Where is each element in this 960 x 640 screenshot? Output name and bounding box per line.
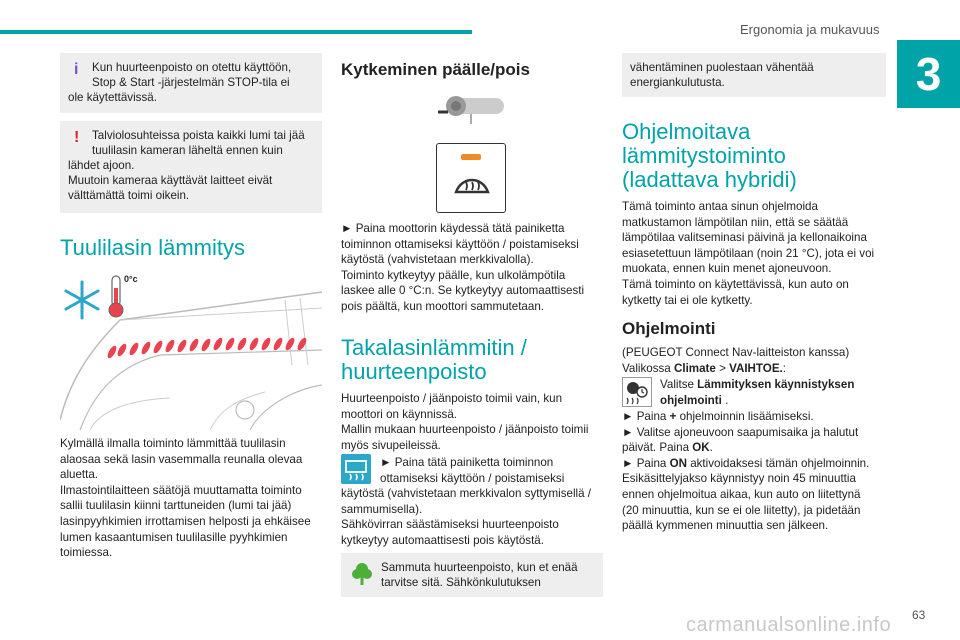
fan-clock-icon	[623, 378, 651, 406]
info-note	[60, 53, 322, 113]
paragraph-line: matkustamon lämpötilan niin, että se säätää	[622, 215, 849, 229]
paragraph-line: ► Paina tätä painiketta toiminnon	[380, 456, 554, 469]
paragraph-line: toiminnon ottamiseksi käyttöön / poistamiseksi	[341, 237, 579, 251]
paragraph-line: Toiminto kytkeytyy päälle, kun ulkolämpötila	[341, 268, 566, 282]
paragraph-line: Kylmällä ilmalla toiminto lämmittää tuulilasin	[60, 437, 286, 450]
paragraph-line: lumen kasaantumisen tuulilasille pyyhkimien	[60, 530, 288, 544]
windscreen-illustration	[60, 270, 322, 430]
rear-demist-text	[341, 391, 603, 453]
paragraph-line: Sähkövirran säästämiseksi huurteenpoisto	[341, 518, 559, 532]
windscreen-heat-icon	[452, 170, 492, 200]
heading-line: Ohjelmoitava	[622, 119, 751, 144]
paragraph-line: laskee alle 0 °C:n. Se kytkeytyy automaattisesti	[341, 284, 585, 298]
menu-path-line	[622, 361, 886, 377]
paragraph-line: myös sivupeileissä.	[341, 438, 441, 452]
text-run: ohjelmoinnin lisäämiseksi.	[676, 410, 814, 423]
rear-demist-text-cont	[341, 486, 603, 548]
paragraph-line: kytketty tai ei ole kytketty.	[622, 293, 753, 307]
paragraph-line: muokata, ennen kuin menet ajoneuvoon.	[622, 262, 832, 276]
warning-note-line: välttämättä toimi oikein.	[68, 189, 190, 202]
text-run: ► Paina	[622, 410, 670, 423]
paragraph-line: aluetta.	[60, 468, 99, 482]
heading-programmable-heating	[622, 120, 797, 192]
paragraph-line: sammumisella).	[341, 502, 423, 516]
eco-note-line: Sammuta huurteenpoisto, kun et enää	[381, 561, 578, 574]
rear-demist-instruction	[380, 455, 604, 486]
indicator-light	[461, 154, 481, 160]
text-run: :	[782, 361, 787, 375]
paragraph-line: (20 minuuttia, kun se ei ole liitetty), ja pidetään	[622, 503, 861, 517]
stalk-icon	[436, 94, 506, 128]
paragraph-line: alaosaa sekä lasin vasemmalla reunalla olevaa	[60, 452, 303, 466]
warning-icon: !	[74, 129, 80, 146]
warning-note-line: Talviolosuhteissa poista kaikki lumi tai jää	[92, 129, 305, 142]
text-run: ► Paina	[622, 456, 670, 470]
heading-line: lämmitystoiminto	[622, 143, 786, 168]
heading-line: huurteenpoisto	[341, 359, 487, 384]
paragraph-line: esiasetettuun lämpötilaan (noin 21 °C), jota ei voi	[622, 246, 875, 260]
paragraph-line: käytöstä (vahvistetaan merkkivalon syttymisellä /	[341, 487, 592, 500]
windscreen-heating-button[interactable]	[436, 143, 506, 213]
eco-note-continued	[622, 53, 886, 97]
paragraph-line: kytkeytyy automaattisesti pois käytöstä.	[341, 533, 544, 547]
paragraph-line	[660, 377, 886, 393]
temperature-label: 0°c	[124, 274, 138, 284]
step-line	[622, 456, 886, 472]
paragraph-line: moottori on käynnissä.	[341, 407, 457, 421]
rear-demist-button-icon	[341, 454, 371, 484]
heading-rear-demist	[341, 336, 527, 384]
warning-note-line: tuulilasin kameran läheltä ennen kuin	[92, 144, 283, 157]
step-line	[622, 440, 886, 456]
warning-note-line: Muutoin kameraa käyttävät laitteet eivät	[68, 174, 273, 187]
eco-note-line: tarvitse sitä. Sähkönkulutuksen	[381, 576, 541, 589]
header-accent-bar	[0, 30, 472, 34]
paragraph-line: Ilmastointilaitteen säätöjä muuttamatta toiminto	[60, 483, 302, 497]
paragraph-line: päällä kymmenen minuuttia sen jälkeen.	[622, 519, 829, 533]
programming-intro	[622, 345, 886, 376]
paragraph-line: käytöstä (vahvistetaan merkkivalolla).	[341, 253, 534, 267]
ok-key: OK	[692, 441, 710, 455]
text-run: Valikossa	[622, 361, 674, 375]
chapter-number: 3	[915, 48, 942, 100]
paragraph-line: ottamiseksi käyttöön / poistamiseksi	[380, 471, 565, 485]
info-note-line: Stop & Start -järjestelmän STOP-tila ei	[92, 76, 290, 89]
paragraph-line: Huurteenpoisto / jäänpoisto toimii vain, kun	[341, 392, 563, 405]
eco-tree-icon	[351, 561, 373, 587]
text-run: >	[715, 361, 730, 375]
heading-programming: Ohjelmointi	[622, 319, 716, 338]
paragraph-line: Esikäsittelyjakso käynnistyy noin 45 minuuttia	[622, 472, 856, 486]
paragraph-line: (PEUGEOT Connect Nav-laitteiston kanssa)	[622, 346, 850, 359]
paragraph-line: ► Paina moottorin käydessä tätä painiketta	[341, 222, 565, 235]
menu-climate: Climate	[673, 361, 716, 375]
info-icon: i	[74, 61, 79, 78]
on-key: ON	[669, 456, 687, 470]
step-line: ► Valitse ajoneuvoon saapumisaika ja halutut	[622, 425, 859, 439]
page-number: 63	[912, 608, 926, 622]
select-program-text	[660, 377, 886, 408]
step-line	[622, 409, 886, 425]
paragraph-line: lämpötilaa valitseminasi päivinä ja kellonaikoina	[622, 231, 867, 245]
eco-note	[341, 553, 603, 597]
paragraph-line: lasinpyyhkimien irrottamisen helposti ja ehkäisee	[60, 514, 311, 528]
menu-options: VAIHTOE.	[729, 361, 783, 375]
programmable-text	[622, 199, 886, 308]
heading-line: Takalasinlämmitin /	[341, 335, 527, 360]
eco-note-line: vähentäminen puolestaan vähentää	[630, 61, 814, 74]
text-run: päivät. Paina	[622, 441, 693, 455]
paragraph-line: ennen ohjelmoitua aikaa, kun auto on liitettynä	[622, 487, 861, 501]
programming-steps	[622, 409, 886, 534]
eco-note-line: energiankulutusta.	[630, 76, 725, 89]
snowflake-icon	[66, 282, 98, 318]
section-title: Ergonomia ja mukavuus	[740, 22, 880, 37]
rear-screen-heat-icon	[341, 454, 371, 484]
paragraph-line: sallii tuulilasin kiinni tarttuneiden (lumi tai jää)	[60, 499, 292, 513]
warning-note	[60, 121, 322, 213]
windscreen-drawing	[60, 270, 322, 430]
heating-program-icon	[622, 377, 652, 407]
windscreen-text	[60, 436, 322, 561]
chapter-badge	[897, 40, 960, 108]
option-heating-programming-cont: ohjelmointi	[660, 393, 722, 407]
heading-switch-on-off: Kytkeminen päälle/pois	[341, 60, 530, 79]
switch-text	[341, 221, 603, 315]
option-heating-programming: Lämmityksen käynnistyksen	[697, 378, 855, 391]
warning-note-line: lähdet ajoon.	[68, 159, 135, 172]
text-run: .	[709, 441, 713, 455]
text-run: Valitse	[660, 378, 698, 391]
paragraph-line: pois päältä, kun moottori sammutetaan.	[341, 299, 544, 313]
paragraph-line	[660, 393, 886, 409]
paragraph-line: Mallin mukaan huurteenpoisto / jäänpoisto toimii	[341, 423, 589, 437]
thermometer-icon	[109, 276, 123, 317]
text-run: .	[721, 393, 729, 407]
info-note-line: ole käytettävissä.	[68, 91, 157, 104]
heading-windscreen-heating: Tuulilasin lämmitys	[60, 235, 246, 260]
text-run: aktivoidaksesi tämän ohjelmoinnin.	[686, 456, 870, 470]
paragraph-line: Tämä toiminto on käytettävissä, kun auto on	[622, 277, 849, 291]
plus-key: +	[669, 410, 677, 423]
heading-line: (ladattava hybridi)	[622, 167, 797, 192]
info-note-line: Kun huurteenpoisto on otettu käyttöön,	[92, 61, 292, 74]
paragraph-line: Tämä toiminto antaa sinun ohjelmoida	[622, 200, 818, 213]
paragraph-line: toimiessa.	[60, 546, 113, 560]
watermark: carmanualsonline.info	[686, 614, 892, 636]
